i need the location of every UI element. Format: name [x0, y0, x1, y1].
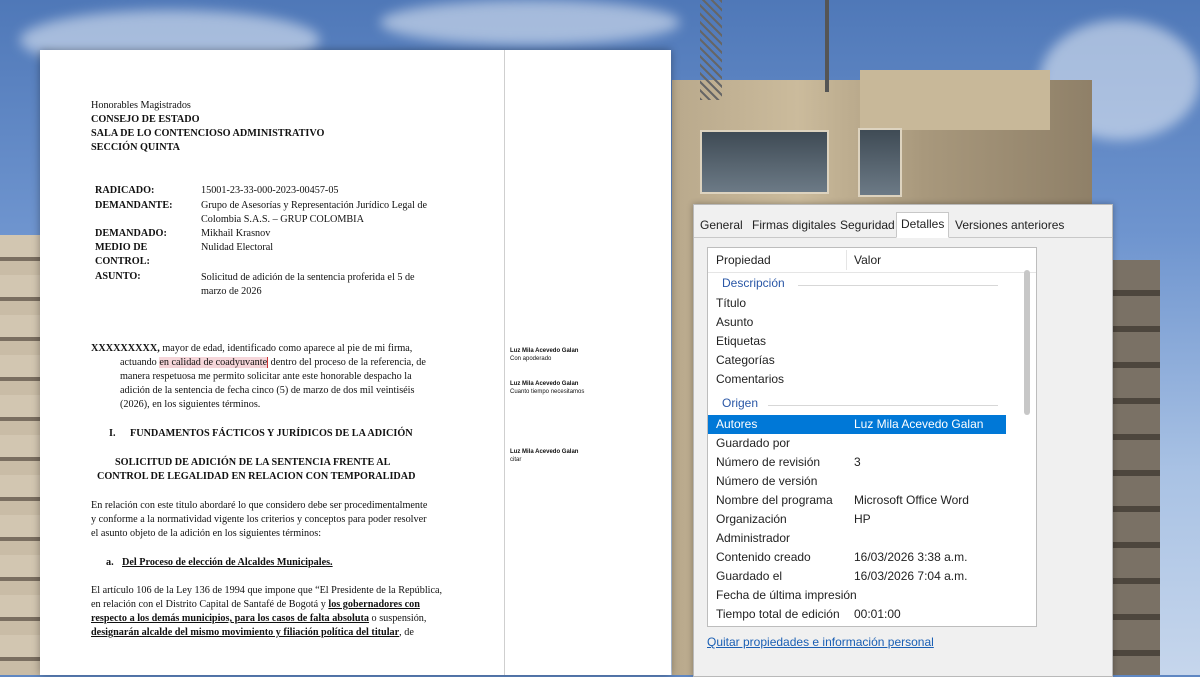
paragraph-line: El artículo 106 de la Ley 136 de 1994 que impone que “El Presidente de la República, — [91, 585, 443, 596]
field-label: MEDIO DE — [95, 242, 148, 253]
properties-list[interactable] — [707, 247, 1037, 627]
building-top — [860, 70, 1050, 130]
court-line: SALA DE LO CONTENCIOSO ADMINISTRATIVO — [91, 128, 325, 139]
paragraph-line: en relación con el Distrito Capital de Santafé de Bogotá y los gobernadores con — [91, 599, 420, 610]
column-divider[interactable] — [846, 250, 847, 270]
list-header — [708, 248, 1036, 273]
property-row[interactable]: Organización HP — [716, 512, 871, 526]
field-value: Grupo de Asesorías y Representación Jurídico Legal de — [201, 200, 428, 211]
column-header-property[interactable]: Propiedad — [716, 253, 771, 267]
remove-properties-link[interactable]: Quitar propiedades e información personal — [707, 635, 934, 649]
group-divider — [798, 285, 998, 286]
salutation: Honorables Magistrados — [91, 100, 191, 111]
property-row[interactable]: Número de revisión 3 — [716, 455, 861, 469]
building-window — [700, 130, 829, 194]
comment-margin-divider — [504, 50, 505, 675]
tab-digital-signatures[interactable]: Firmas digitales — [752, 218, 837, 232]
antenna-tower — [700, 0, 722, 100]
section-number: I. — [109, 428, 116, 439]
paragraph-line: el asunto objeto de la adición en los siguientes términos: — [91, 528, 322, 539]
tab-details[interactable]: Detalles — [896, 212, 949, 238]
field-value: Mikhail Krasnov — [201, 228, 271, 239]
subtitle-line: SOLICITUD DE ADICIÓN DE LA SENTENCIA FRENTE AL — [115, 457, 391, 468]
property-row-selected[interactable]: Autores Luz Mila Acevedo Galan — [708, 415, 1006, 434]
field-label: ASUNTO: — [95, 271, 141, 282]
tab-bar — [694, 211, 1112, 238]
field-label: DEMANDADO: — [95, 228, 167, 239]
column-header-value[interactable]: Valor — [854, 253, 882, 267]
paragraph-line: actuando en calidad de coadyuvante dentro del proceso de la referencia, de — [120, 357, 426, 368]
paragraph-line: En relación con este titulo abordaré lo que considero debe ser procedimentalmente — [91, 500, 428, 511]
document-page — [40, 50, 671, 675]
left-building — [0, 235, 42, 675]
field-value: Colombia S.A.S. – GRUP COLOMBIA — [201, 214, 364, 225]
field-label: CONTROL: — [95, 256, 150, 267]
property-row[interactable]: Categorías — [716, 353, 775, 367]
field-value: Solicitud de adición de la sentencia proferida el 5 de — [201, 272, 415, 283]
comment-bubble[interactable] — [510, 347, 578, 363]
tab-security[interactable]: Seguridad — [840, 218, 895, 232]
antenna — [825, 0, 829, 92]
property-row[interactable]: Administrador — [716, 531, 791, 545]
paragraph-line: y conforme a la normatividad vigente los criterios y conceptos para poder resolver — [91, 514, 427, 525]
field-label: RADICADO: — [95, 185, 155, 196]
comment-author: Luz Mila Acevedo Galan — [510, 381, 579, 387]
cloud — [380, 0, 680, 45]
property-row[interactable]: Guardado el 16/03/2026 7:04 a.m. — [716, 569, 968, 583]
property-row[interactable]: Nombre del programa Microsoft Office Word — [716, 493, 969, 507]
property-row[interactable]: Fecha de última impresión — [716, 588, 857, 602]
group-header-origin: Origen — [722, 396, 759, 410]
tab-general[interactable]: General — [700, 218, 743, 232]
subtitle-line: CONTROL DE LEGALIDAD EN RELACION CON TEMPORALIDAD — [97, 471, 416, 482]
scrollbar-thumb[interactable] — [1024, 270, 1030, 415]
paragraph-line: adición de la sentencia de fecha cinco (5) de marzo de dos mil veintiséis — [120, 385, 415, 396]
comment-author: Luz Mila Acevedo Galan — [510, 449, 579, 455]
building-window — [858, 128, 902, 197]
property-row[interactable]: Título — [716, 296, 747, 310]
property-row[interactable]: Tiempo total de edición 00:01:00 — [716, 607, 901, 621]
comment-bubble[interactable] — [510, 448, 578, 464]
comment-bubble[interactable] — [510, 380, 584, 396]
tab-previous-versions[interactable]: Versiones anteriores — [955, 218, 1065, 232]
paragraph-line: respecto a los demás municipios, para los casos de falta absoluta o suspensión, — [91, 613, 427, 624]
comment-text: Cuanto tiempo necesitamos — [510, 389, 585, 395]
comment-text: Con apoderado — [510, 356, 552, 362]
group-header-description: Descripción — [722, 276, 785, 290]
file-properties-dialog — [693, 204, 1113, 677]
field-value: marzo de 2026 — [201, 286, 262, 297]
field-value: Nulidad Electoral — [201, 242, 274, 253]
field-label: DEMANDANTE: — [95, 200, 173, 211]
property-row[interactable]: Comentarios — [716, 372, 785, 386]
comment-text: citar — [510, 457, 522, 463]
court-line: SECCIÓN QUINTA — [91, 142, 180, 153]
list-item-title: Del Proceso de elección de Alcaldes Municipales. — [122, 557, 333, 568]
paragraph-line: manera respetuosa me permito solicitar ante este honorable despacho la — [120, 371, 412, 382]
comment-author: Luz Mila Acevedo Galan — [510, 348, 579, 354]
list-marker: a. — [106, 557, 114, 568]
commented-text-highlight[interactable]: en calidad de coadyuvante — [159, 357, 268, 368]
property-row[interactable]: Número de versión — [716, 474, 818, 488]
paragraph-line: (2026), en los siguientes términos. — [120, 399, 261, 410]
property-row[interactable]: Etiquetas — [716, 334, 767, 348]
paragraph-line: XXXXXXXXX, mayor de edad, identificado como aparece al pie de mi firma, — [91, 343, 413, 354]
court-line: CONSEJO DE ESTADO — [91, 114, 200, 125]
group-divider — [768, 405, 998, 406]
field-value: 15001-23-33-000-2023-00457-05 — [201, 185, 339, 196]
petitioner-name: XXXXXXXXX, — [91, 343, 160, 354]
property-row[interactable]: Asunto — [716, 315, 754, 329]
property-row[interactable]: Contenido creado 16/03/2026 3:38 a.m. — [716, 550, 968, 564]
paragraph-line: designarán alcalde del mismo movimiento y filiación política del titular, de — [91, 627, 414, 638]
property-row[interactable]: Guardado por — [716, 436, 791, 450]
section-title: FUNDAMENTOS FÁCTICOS Y JURÍDICOS DE LA ADICIÓN — [130, 428, 413, 439]
